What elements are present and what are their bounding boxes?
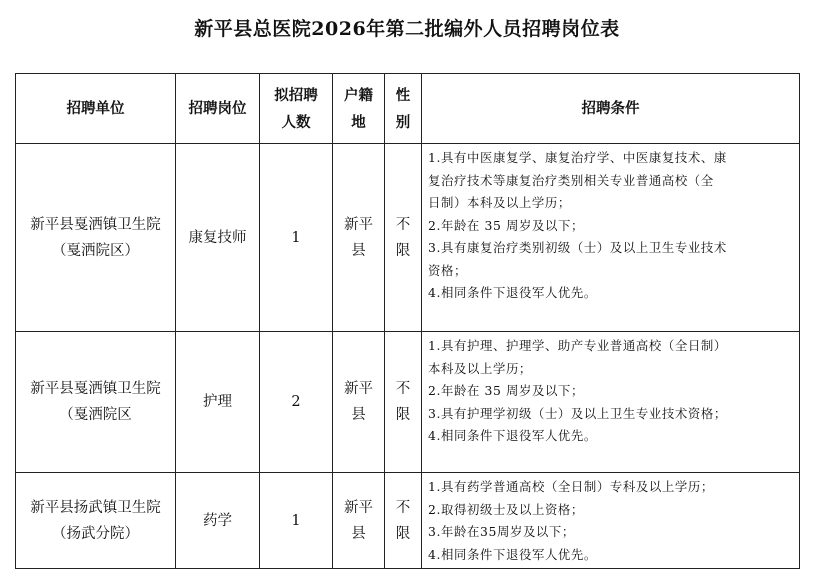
gender-line1: 不 — [395, 499, 411, 516]
condition-line: 1.具有护理、护理学、助产专业普通高校（全日制） — [428, 338, 727, 353]
hukou-line1: 新平 — [344, 381, 373, 397]
cell-gender — [385, 144, 422, 332]
header-unit: 招聘单位 — [16, 74, 176, 144]
gender-line2: 限 — [395, 407, 411, 423]
table-row — [16, 473, 800, 569]
condition-line: 1.具有药学普通高校（全日制）专科及以上学历； — [428, 479, 714, 494]
cell-gender — [385, 332, 422, 473]
header-gender-line1: 性 — [395, 86, 411, 104]
cell-unit — [16, 473, 176, 569]
condition-line: 4.相同条件下退役军人优先。 — [428, 546, 597, 562]
gender-line1: 不 — [395, 381, 411, 397]
table-row — [16, 144, 800, 332]
condition-line: 2.年龄在 35 周岁及以下； — [428, 217, 584, 233]
cell-hukou — [333, 144, 385, 332]
header-count — [260, 74, 333, 144]
unit-line1: 新平县戛洒镇卫生院 — [30, 216, 161, 233]
cell-count: 2 — [260, 332, 333, 473]
gender-line2: 限 — [395, 242, 411, 259]
cell-gender — [385, 473, 422, 569]
condition-line: 1.具有中医康复学、康复治疗学、中医康复技术、康 — [428, 150, 727, 165]
cell-hukou — [333, 332, 385, 473]
cell-conditions — [422, 332, 800, 473]
condition-line: 4.相同条件下退役军人优先。 — [428, 285, 597, 300]
page-title: 新平县总医院2026年第二批编外人员招聘岗位表 — [194, 18, 620, 40]
table-row — [16, 332, 800, 473]
condition-line: 3.具有护理学初级（士）及以上卫生专业技术资格； — [428, 405, 727, 421]
cell-count: 1 — [260, 144, 333, 332]
unit-line2: （戛洒院区 — [59, 407, 132, 423]
cell-position: 康复技师 — [176, 144, 260, 332]
cell-hukou — [333, 473, 385, 569]
gender-line2: 限 — [395, 525, 411, 542]
unit-line2: （戛洒院区） — [52, 242, 139, 259]
header-count-line2: 人数 — [281, 113, 311, 131]
cell-position: 药学 — [176, 473, 260, 569]
cell-unit — [16, 332, 176, 473]
header-row — [16, 74, 800, 144]
header-hukou — [333, 74, 385, 144]
hukou-line2: 县 — [351, 242, 366, 259]
hukou-line1: 新平 — [344, 216, 373, 233]
condition-line: 复治疗技术等康复治疗类别相关专业普通高校（全 — [428, 172, 714, 188]
header-hukou-line2: 地 — [351, 113, 366, 131]
header-position: 招聘岗位 — [176, 74, 260, 144]
cell-count: 1 — [260, 473, 333, 569]
cell-unit — [16, 144, 176, 332]
gender-line1: 不 — [395, 216, 411, 233]
header-gender — [385, 74, 422, 144]
cell-conditions — [422, 144, 800, 332]
unit-line1: 新平县戛洒镇卫生院 — [30, 381, 161, 397]
header-gender-line2: 别 — [395, 113, 411, 131]
cell-conditions — [422, 473, 800, 569]
condition-line: 4.相同条件下退役军人优先。 — [428, 428, 597, 443]
recruitment-table — [15, 73, 800, 569]
unit-line1: 新平县扬武镇卫生院 — [30, 499, 161, 516]
hukou-line2: 县 — [351, 525, 366, 542]
condition-line: 资格； — [428, 262, 467, 278]
condition-line: 2.取得初级士及以上资格； — [428, 501, 584, 517]
header-count-line1: 拟招聘 — [274, 86, 318, 104]
header-conditions: 招聘条件 — [422, 74, 800, 144]
condition-line: 3.具有康复治疗类别初级（士）及以上卫生专业技术 — [428, 240, 727, 255]
condition-line: 3.年龄在35周岁及以下； — [428, 524, 575, 539]
hukou-line2: 县 — [351, 407, 366, 423]
condition-line: 本科及以上学历； — [428, 360, 532, 376]
condition-line: 2.年龄在 35 周岁及以下； — [428, 383, 584, 398]
unit-line2: （扬武分院） — [52, 525, 139, 542]
header-hukou-line1: 户籍 — [344, 86, 373, 104]
condition-line: 日制）本科及以上学历； — [428, 195, 571, 210]
hukou-line1: 新平 — [344, 499, 373, 516]
cell-position: 护理 — [176, 332, 260, 473]
